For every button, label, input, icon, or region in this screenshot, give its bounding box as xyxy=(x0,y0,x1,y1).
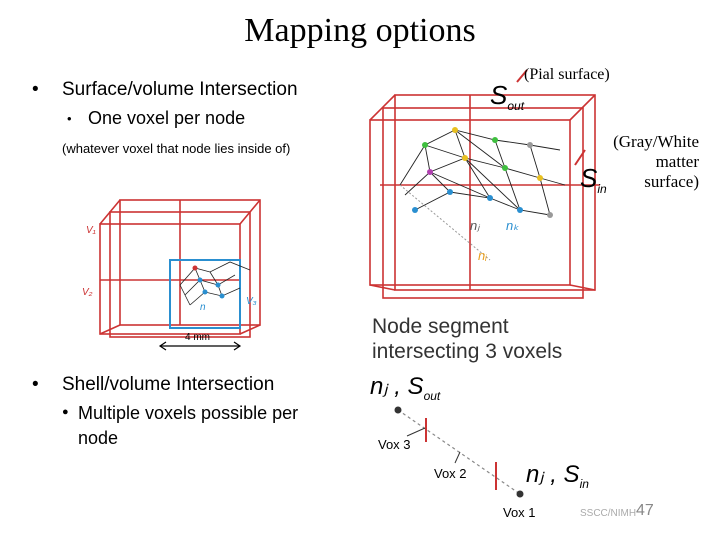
slide-title: Mapping options xyxy=(244,12,476,49)
page-number: 47 xyxy=(636,502,654,519)
vox1-label: Vox 1 xyxy=(503,505,536,520)
bullet-marker-2: • xyxy=(32,374,39,395)
segment-node-top xyxy=(395,407,402,414)
segment-heading-1: Node segment xyxy=(372,315,509,338)
segment-top-text: nⱼ , S xyxy=(370,373,424,400)
sub-bullet-one-voxel: One voxel per node xyxy=(88,108,246,128)
sub-bullet-marker-2: ● xyxy=(62,406,69,418)
label-v1: V₁ xyxy=(86,225,96,236)
segment-heading xyxy=(372,314,562,364)
s-out-label xyxy=(490,80,524,113)
label-nk: nₖ xyxy=(506,218,519,233)
node-segment-line xyxy=(398,410,520,494)
segment-bottom-label xyxy=(526,460,589,491)
s-in-letter: S xyxy=(580,163,598,193)
gw-label-3: surface) xyxy=(644,172,699,191)
label-node: n xyxy=(200,302,206,313)
bullet-shell-volume: Shell/volume Intersection xyxy=(62,374,275,395)
s-in-sub: in xyxy=(597,182,607,197)
s-in-label xyxy=(580,163,607,196)
segment-bottom-text: nⱼ , S xyxy=(526,461,580,488)
bullet-surface-volume: Surface/volume Intersection xyxy=(62,79,298,100)
label-nj: nⱼ xyxy=(470,218,480,233)
vox2-pointer xyxy=(455,452,460,463)
sub-bullet-multiple-voxels: Multiple voxels possible per xyxy=(78,403,299,423)
vox3-pointer xyxy=(407,428,425,436)
gw-label-2: matter xyxy=(655,152,699,171)
s-out-sub: out xyxy=(507,99,525,114)
vox3-label: Vox 3 xyxy=(378,437,411,452)
segment-bottom-sub: in xyxy=(579,476,589,491)
segment-top-label xyxy=(370,372,440,403)
label-v2: V₂ xyxy=(82,287,93,298)
pial-surface-label: (Pial surface) xyxy=(524,66,610,83)
vox2-label: Vox 2 xyxy=(434,466,467,481)
left-voxel-figure xyxy=(100,200,260,337)
label-v3: V₃ xyxy=(246,296,257,307)
footer-credit: SSCC/NIMH xyxy=(580,508,637,519)
scale-label: 4 mm xyxy=(185,332,210,343)
right-voxel-figure xyxy=(370,95,600,298)
s-out-letter: S xyxy=(490,80,508,110)
segment-node-bottom xyxy=(517,491,524,498)
bullet-note: (whatever voxel that node lies inside of) xyxy=(62,141,291,156)
scale-bar xyxy=(160,342,240,350)
gw-label-1: (Gray/White xyxy=(613,132,699,151)
sub-bullet-multiple-voxels-line2: node xyxy=(78,428,119,448)
sub-bullet-marker: • xyxy=(67,111,72,126)
segment-heading-2: intersecting 3 voxels xyxy=(372,340,563,363)
bullet-marker: • xyxy=(32,79,39,100)
label-ni: nᵢ xyxy=(478,248,487,263)
segment-top-sub: out xyxy=(423,388,441,403)
